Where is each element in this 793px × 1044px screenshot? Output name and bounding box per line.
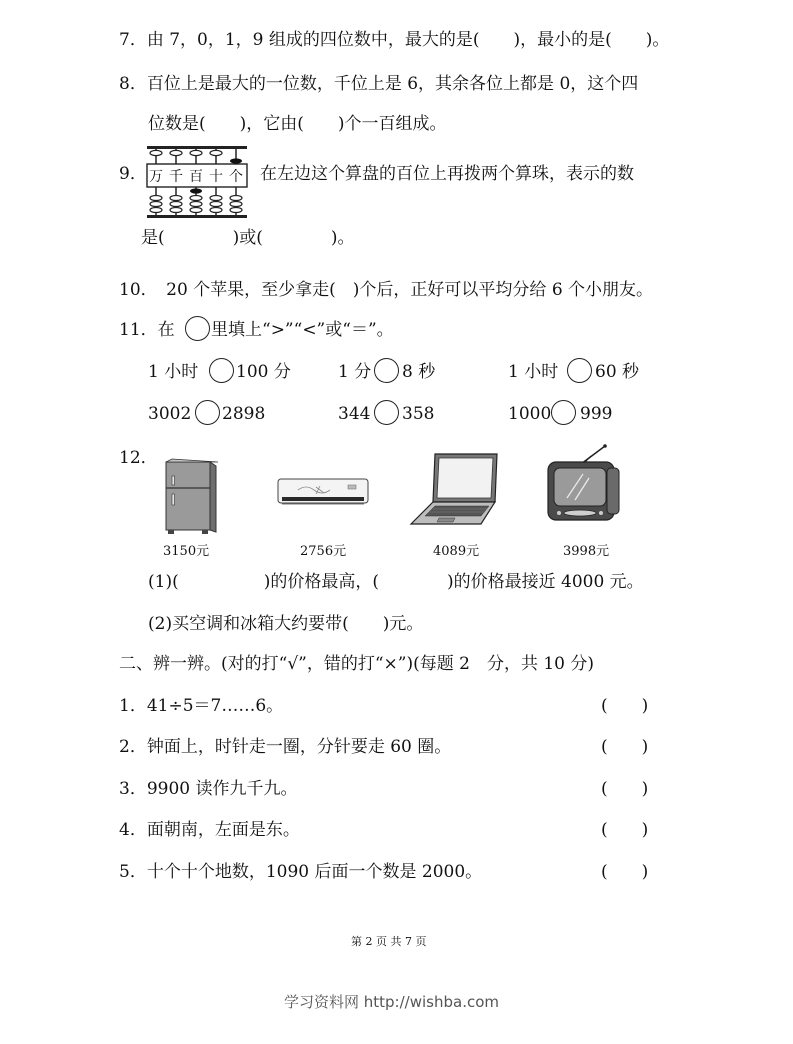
question-9-line-2: 是( )或( )。 — [141, 228, 355, 248]
answer-paren: ( ) — [601, 862, 649, 882]
answer-circle-icon — [185, 316, 210, 341]
judge-item-1: 1．41÷5＝7……6。 — [119, 696, 284, 716]
compare-right: 60 秒 — [595, 362, 640, 382]
abacus-label-ge: 个 — [229, 170, 243, 185]
question-12-part-1: (1)( )的价格最高，( )的价格最接近 4000 元。 — [148, 572, 644, 592]
question-12-part-2: (2)买空调和冰箱大约要带( )元。 — [148, 614, 424, 634]
air-conditioner-icon — [276, 476, 372, 510]
watermark: 学习资料网 http://wishba.com — [284, 993, 499, 1011]
compare-circle-icon — [551, 400, 576, 425]
compare-left: 344 — [338, 404, 371, 424]
answer-paren: ( ) — [601, 779, 649, 799]
abacus-label-qian: 千 — [169, 170, 183, 185]
question-9-number: 9． — [119, 164, 147, 184]
page-footer: 第 2 页 共 7 页 — [351, 935, 427, 948]
television-price: 3998元 — [563, 544, 610, 559]
compare-circle-icon — [374, 358, 399, 383]
compare-circle-icon — [567, 358, 592, 383]
compare-circle-icon — [374, 400, 399, 425]
abacus-label-wan: 万 — [149, 170, 163, 185]
fridge-price: 3150元 — [163, 544, 210, 559]
compare-left: 1 分 — [338, 362, 372, 382]
judge-item-2: 2．钟面上，时针走一圈，分针要走 60 圈。 — [119, 737, 452, 757]
compare-right: 2898 — [222, 404, 266, 424]
judge-item-4: 4．面朝南，左面是东。 — [119, 820, 300, 840]
compare-right: 999 — [580, 404, 613, 424]
section-2-title: 二、辨一辨。(对的打“√”，错的打“×”)(每题 2 分，共 10 分) — [119, 654, 595, 674]
question-8-line-1: 8．百位上是最大的一位数，千位上是 6，其余各位上都是 0，这个四 — [119, 74, 639, 94]
question-10: 10． 20 个苹果，至少拿走( )个后，正好可以平均分给 6 个小朋友。 — [119, 280, 654, 300]
compare-circle-icon — [209, 358, 234, 383]
abacus-label-shi: 十 — [209, 170, 223, 185]
answer-paren: ( ) — [601, 737, 649, 757]
compare-left: 1000 — [508, 404, 552, 424]
question-8-line-2: 位数是( )，它由( )个一百组成。 — [148, 114, 447, 134]
compare-left: 3002 — [148, 404, 192, 424]
question-11-prefix: 11．在 — [119, 320, 175, 340]
air-conditioner-price: 2756元 — [300, 544, 347, 559]
abacus-illustration — [146, 144, 250, 220]
answer-paren: ( ) — [601, 696, 649, 716]
laptop-icon — [409, 452, 501, 528]
compare-right: 100 分 — [236, 362, 291, 382]
compare-right: 358 — [402, 404, 435, 424]
question-12-number: 12． — [119, 448, 158, 468]
answer-paren: ( ) — [601, 820, 649, 840]
television-icon — [545, 444, 625, 526]
compare-left: 1 小时 — [148, 362, 199, 382]
question-7: 7．由 7，0，1，9 组成的四位数中，最大的是( )，最小的是( )。 — [119, 30, 670, 50]
fridge-icon — [162, 458, 220, 536]
compare-circle-icon — [195, 400, 220, 425]
judge-item-3: 3．9900 读作九千九。 — [119, 779, 298, 799]
compare-left: 1 小时 — [508, 362, 559, 382]
abacus-label-bai: 百 — [189, 170, 203, 185]
compare-right: 8 秒 — [402, 362, 436, 382]
judge-item-5: 5．十个十个地数，1090 后面一个数是 2000。 — [119, 862, 483, 882]
laptop-price: 4089元 — [433, 544, 480, 559]
question-11-instruction: 里填上“>”“<”或“＝”。 — [211, 320, 394, 340]
question-9-text: 在左边这个算盘的百位上再拨两个算珠，表示的数 — [260, 164, 634, 184]
